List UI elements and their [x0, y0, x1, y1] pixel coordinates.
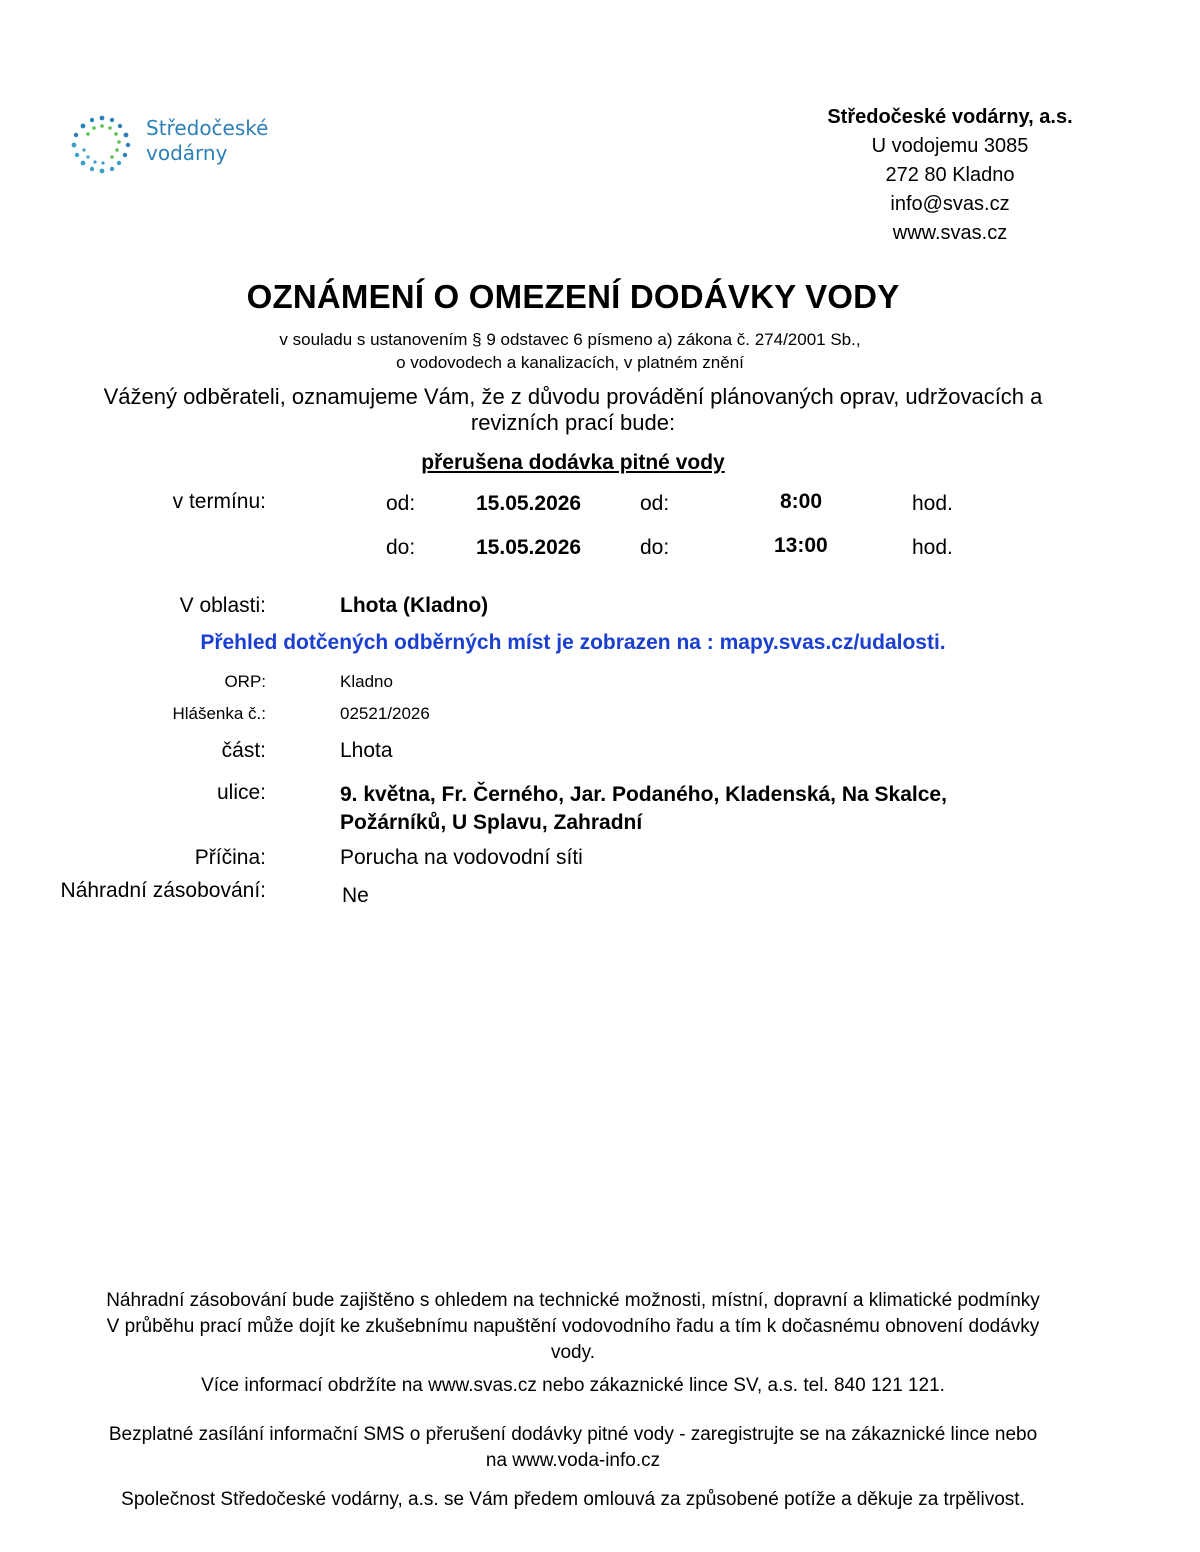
legal-line-2: o vodovodech a kanalizacích, v platném znění [396, 353, 744, 372]
legal-reference [0, 328, 1140, 374]
supply-value: Ne [342, 884, 369, 907]
company-email[interactable]: info@svas.cz [890, 193, 1010, 215]
footer-notes [0, 1288, 1146, 1366]
logo-line-1: Středočeské [146, 116, 269, 140]
streets-value [340, 781, 947, 837]
footer-line-7: Společnost Středočeské vodárny, a.s. se Vám předem omlouvá za způsobené potíže a děkuje za trpělivost. [121, 1489, 1025, 1510]
footer-line-5: Bezplatné zasílání informační SMS o přerušení dodávky pitné vody - zaregistrujte se na zákaznické lince nebo [108, 1424, 1038, 1445]
intro-line-1: Vážený odběrateli, oznamujeme Vám, že z důvodu provádění plánovaných oprav, udržovacích a [103, 384, 1043, 409]
term-to-unit: hod. [912, 536, 953, 559]
term-from-unit: hod. [912, 492, 953, 515]
footer-line-1: Náhradní zásobování bude zajištěno s ohledem na technické možnosti, místní, dopravní a klimatické podmínky [106, 1290, 1040, 1311]
company-name: Středočeské vodárny, a.s. [827, 106, 1073, 128]
supply-label: Náhradní zásobování: [60, 879, 266, 902]
term-label: v termínu: [172, 490, 266, 513]
intro-line-2: revizních prací bude: [470, 410, 676, 435]
area-value: Lhota (Kladno) [340, 594, 489, 617]
orp-value: Kladno [340, 672, 393, 691]
footer-line-2: V průběhu prací může dojít ke zkušebnímu napuštění vodovodního řadu a tím k dočasnému obnovení dodávky [106, 1316, 1040, 1337]
report-label: Hlášenka č.: [172, 704, 266, 723]
term-from-time-label: od: [640, 492, 670, 515]
orp-label: ORP: [224, 672, 266, 691]
overview-link[interactable]: Přehled dotčených odběrných míst je zobrazen na : mapy.svas.cz/udalosti. [200, 631, 946, 654]
logo-wordmark [146, 116, 268, 166]
report-value: 02521/2026 [340, 704, 430, 723]
footer-line-6: na www.voda-info.cz [485, 1450, 661, 1471]
legal-line-1: v souladu s ustanovením § 9 odstavec 6 písmeno a) zákona č. 274/2001 Sb., [279, 330, 861, 349]
area-label: V oblasti: [179, 594, 266, 617]
logo-dots-icon [68, 112, 136, 176]
company-logo [68, 112, 278, 176]
term-from-label: od: [386, 492, 416, 515]
streets-line-1: 9. května, Fr. Černého, Jar. Podaného, Kladenská, Na Skalce, [340, 783, 947, 806]
footer-sms [0, 1422, 1146, 1474]
part-value: Lhota [340, 739, 393, 762]
cause-label: Příčina: [194, 846, 266, 869]
intro-text [0, 384, 1146, 436]
part-label: část: [221, 739, 266, 762]
interruption-heading: přerušena dodávka pitné vody [421, 451, 725, 474]
footer-line-4: Více informací obdržíte na www.svas.cz nebo zákaznické lince SV, a.s. tel. 840 121 121. [201, 1375, 945, 1396]
logo-line-2: vodárny [146, 141, 228, 165]
term-to-date: 15.05.2026 [476, 536, 582, 559]
footer-line-3: vody. [550, 1342, 595, 1363]
cause-value: Porucha na vodovodní síti [340, 846, 583, 869]
term-to-time: 13:00 [774, 534, 828, 557]
company-street: U vodojemu 3085 [871, 135, 1029, 157]
company-city: 272 80 Kladno [885, 164, 1015, 186]
streets-line-2: Požárníků, U Splavu, Zahradní [340, 811, 643, 834]
streets-label: ulice: [216, 781, 266, 804]
term-to-label: do: [386, 536, 416, 559]
company-address [790, 103, 1110, 248]
term-to-time-label: do: [640, 536, 670, 559]
term-from-time: 8:00 [780, 490, 823, 513]
term-from-date: 15.05.2026 [476, 492, 582, 515]
company-web[interactable]: www.svas.cz [892, 222, 1008, 244]
notice-title: OZNÁMENÍ O OMEZENÍ DODÁVKY VODY [246, 278, 900, 315]
